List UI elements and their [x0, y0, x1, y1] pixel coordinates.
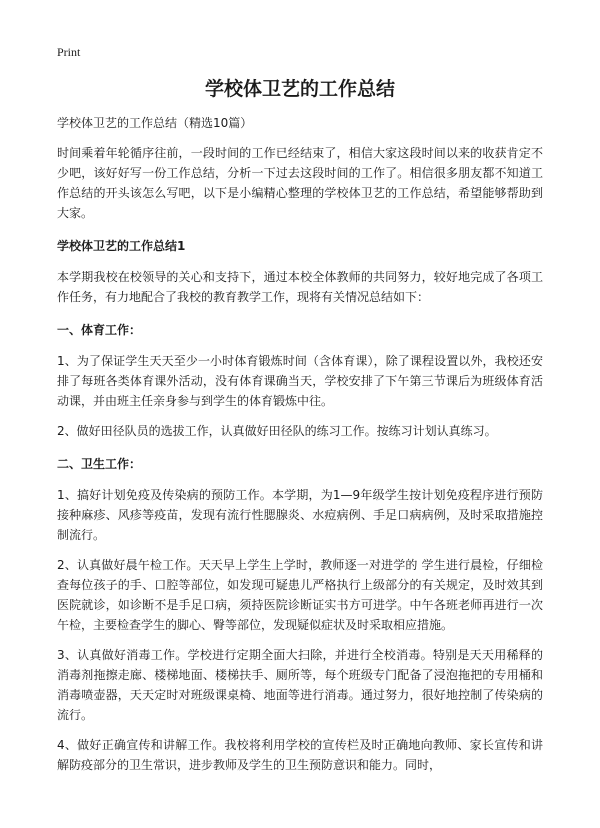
print-label[interactable]: Print: [57, 45, 81, 59]
pe-item-2: 2、做好田径队员的选拔工作，认真做好田径队的练习工作。按练习计划认真练习。: [57, 424, 497, 438]
health-work-heading: 二、卫生工作：: [57, 457, 142, 471]
health-item-1: 1、搞好计划免疫及传染病的预防工作。本学期，为1—9年级学生按计划免疫程序进行预防接种麻疹、风疹等疫苗，发现有流行性腮腺炎、水痘病例、手足口病病例，及时采取措施控制流行。: [57, 488, 543, 542]
pe-item-1: 1、为了保证学生天天至少一小时体育锻炼时间（含体育课），除了课程设置以外，我校还安排了每班各类体育课外活动，没有体育课确当天，学校安排了下午第三节课后为班级体育活动课，并由班主任亲身参与到学生的体育锻炼中往。: [57, 354, 543, 408]
section-heading-summary-1: 学校体卫艺的工作总结1: [57, 239, 186, 253]
health-item-4: 4、做好正确宣传和讲解工作。我校将利用学校的宣传栏及时正确地向教师、家长宣传和讲解防疫部分的卫生常识，进步教师及学生的卫生预防意识和能力。同时，: [57, 738, 543, 772]
health-item-3: 3、认真做好消毒工作。学校进行定期全面大扫除，并进行全校消毒。特别是天天用稀释的消毒剂拖擦走廊、楼梯地面、楼梯扶手、厕所等，每个班级专门配备了浸泡拖把的专用桶和消毒喷壶器，天天定时对班级课桌椅、地面等进行消毒。通过努力，很好地控制了传染病的流行。: [57, 648, 543, 722]
intro-paragraph: 时间乘着年轮循序往前，一段时间的工作已经结束了，相信大家这段时间以来的收获肯定不少吧，该好好写一份工作总结，分析一下过去这段时间的工作了。相信很多朋友都不知道工作总结的开头该怎么写吧，以下是小编精心整理的学校体卫艺的工作总结，希望能够帮助到大家。: [57, 146, 543, 220]
pe-work-heading: 一、体育工作：: [57, 323, 142, 337]
document-subtitle: 学校体卫艺的工作总结（精选10篇）: [57, 116, 253, 130]
health-item-2: 2、认真做好晨午检工作。天天早上学生上学时，教师逐一对进学的 学生进行晨检，仔细检查每位孩子的手、口腔等部位，如发现可疑患儿严格执行上级部分的有关规定，及时效其到医院就诊，如诊断不是手足口病，须持医院诊断证实书方可进学。中午各班老师再进行一次午检，主要检查学生的脚心、臀等部位，发现疑似症状及时采取相应措施。: [57, 558, 543, 632]
document-title: 学校体卫艺的工作总结: [204, 78, 395, 100]
summary-1-intro-paragraph: 本学期我校在校领导的关心和支持下，通过本校全体教师的共同努力，较好地完成了各项工作任务，有力地配合了我校的教育教学工作，现将有关情况总结如下：: [57, 270, 543, 304]
